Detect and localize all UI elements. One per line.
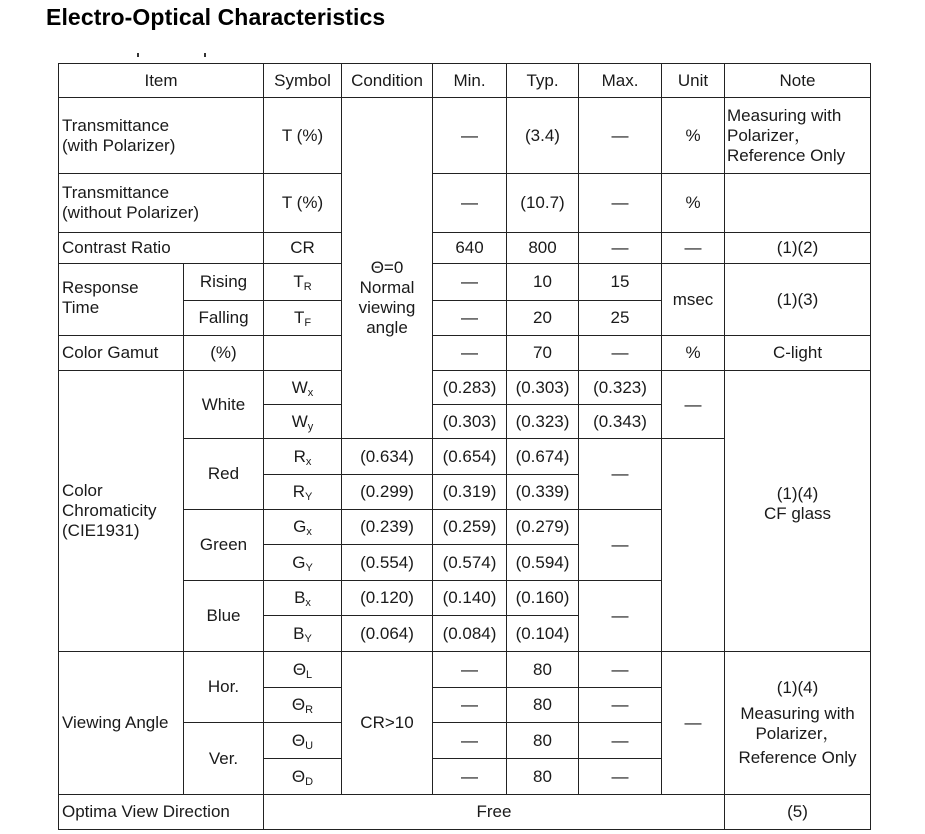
unit-cell: — bbox=[662, 233, 725, 264]
header-max: Max. bbox=[579, 64, 662, 98]
symbol-base: Θ bbox=[291, 695, 306, 714]
item-cell: Optima View Direction bbox=[59, 795, 264, 830]
symbol-sub: x bbox=[305, 455, 312, 468]
min-cell: (0.120) bbox=[342, 581, 433, 616]
max-cell: (0.104) bbox=[507, 616, 579, 652]
max-cell: (0.279) bbox=[507, 510, 579, 545]
table-row bbox=[59, 795, 871, 830]
typ-cell: 10 bbox=[507, 264, 579, 301]
symbol-base: G bbox=[292, 552, 306, 572]
symbol-base: W bbox=[291, 411, 308, 431]
unit-cell: — bbox=[579, 510, 662, 581]
typ-cell: (0.654) bbox=[433, 439, 507, 475]
note-line: CF glass bbox=[763, 504, 832, 523]
symbol-cell bbox=[264, 581, 342, 616]
symbol-sub: Y bbox=[305, 561, 313, 574]
note-line: Reference Only bbox=[738, 748, 857, 767]
min-cell: — bbox=[433, 723, 507, 759]
header-typ: Typ. bbox=[507, 64, 579, 98]
unit-cell: % bbox=[662, 174, 725, 233]
color-group-red: Red bbox=[184, 439, 264, 510]
typ-cell: 70 bbox=[507, 336, 579, 371]
condition-line: Θ=0 bbox=[370, 258, 404, 277]
max-cell: — bbox=[579, 98, 662, 174]
note-line: Polarizer， bbox=[755, 724, 840, 743]
min-cell: (0.554) bbox=[342, 545, 433, 581]
typ-cell: 80 bbox=[507, 723, 579, 759]
header-unit: Unit bbox=[662, 64, 725, 98]
table-row bbox=[59, 336, 871, 371]
item-sublabel: Time bbox=[62, 298, 100, 317]
typ-cell: 80 bbox=[507, 688, 579, 723]
min-cell: — bbox=[433, 652, 507, 688]
unit-cell: — bbox=[662, 371, 725, 439]
color-group-white: White bbox=[184, 371, 264, 439]
max-cell: (0.323) bbox=[579, 371, 662, 405]
note-cell bbox=[725, 98, 871, 174]
symbol-base: R bbox=[293, 446, 306, 466]
min-cell: 640 bbox=[433, 233, 507, 264]
unit-cell: msec bbox=[662, 264, 725, 336]
table-row bbox=[59, 98, 871, 174]
typ-cell: (0.319) bbox=[433, 475, 507, 510]
table-row bbox=[59, 233, 871, 264]
typ-cell: (0.303) bbox=[507, 371, 579, 405]
max-cell: — bbox=[579, 688, 662, 723]
note-cell bbox=[725, 371, 871, 652]
electro-optical-table bbox=[58, 63, 871, 830]
symbol-cell bbox=[264, 688, 342, 723]
symbol-cell bbox=[264, 336, 342, 371]
note-cell: C-light bbox=[725, 336, 871, 371]
condition-line: angle bbox=[366, 318, 408, 337]
note-line: Polarizer， bbox=[727, 125, 812, 145]
min-cell: (0.239) bbox=[342, 510, 433, 545]
min-cell: — bbox=[433, 174, 507, 233]
typ-cell: 80 bbox=[507, 759, 579, 795]
typ-cell: (0.259) bbox=[433, 510, 507, 545]
typ-cell: (10.7) bbox=[507, 174, 579, 233]
symbol-sub: y bbox=[307, 420, 314, 433]
header-row bbox=[59, 64, 871, 98]
symbol-cell: T (%) bbox=[264, 98, 342, 174]
note-cell bbox=[725, 174, 871, 233]
note-line: Reference Only bbox=[727, 145, 846, 165]
condition-normal bbox=[342, 98, 433, 439]
symbol-sub: L bbox=[306, 668, 313, 681]
unit-cell: — bbox=[579, 439, 662, 510]
item-label: Transmittance bbox=[62, 115, 170, 135]
min-cell: — bbox=[433, 301, 507, 336]
typ-cell: 800 bbox=[507, 233, 579, 264]
typ-cell: (0.574) bbox=[433, 545, 507, 581]
symbol-cell bbox=[264, 510, 342, 545]
max-cell: 15 bbox=[579, 264, 662, 301]
table-row bbox=[59, 174, 871, 233]
min-cell: — bbox=[433, 759, 507, 795]
symbol-base: W bbox=[291, 377, 308, 397]
max-cell: — bbox=[579, 652, 662, 688]
max-cell: — bbox=[579, 336, 662, 371]
typ-cell: (0.084) bbox=[433, 616, 507, 652]
unit-cell: — bbox=[662, 652, 725, 795]
symbol-base: Θ bbox=[292, 659, 307, 679]
typ-cell: (0.140) bbox=[433, 581, 507, 616]
symbol-cell bbox=[264, 652, 342, 688]
symbol-sub: x bbox=[307, 386, 314, 399]
color-group-green: Green bbox=[184, 510, 264, 581]
symbol-base: Θ bbox=[291, 730, 306, 750]
sub-item-hor: Hor. bbox=[184, 652, 264, 723]
typ-cell: 20 bbox=[507, 301, 579, 336]
note-line: Measuring with bbox=[727, 105, 842, 125]
item-cell bbox=[59, 371, 184, 652]
color-group-blue: Blue bbox=[184, 581, 264, 652]
symbol-sub: R bbox=[305, 704, 314, 716]
sub-item-cell: (%) bbox=[184, 336, 264, 371]
item-label: Transmittance bbox=[62, 183, 170, 202]
max-cell: — bbox=[579, 174, 662, 233]
typ-cell: (3.4) bbox=[507, 98, 579, 174]
unit-cell: % bbox=[662, 336, 725, 371]
header-symbol: Symbol bbox=[264, 64, 342, 98]
note-cell: (1)(2) bbox=[725, 233, 871, 264]
header-note: Note bbox=[725, 64, 871, 98]
typ-cell: (0.323) bbox=[507, 405, 579, 439]
note-line: (1)(4) bbox=[776, 678, 819, 697]
header-condition: Condition bbox=[342, 64, 433, 98]
condition-line: viewing bbox=[358, 298, 416, 317]
symbol-base: G bbox=[293, 517, 307, 536]
note-cell bbox=[725, 652, 871, 795]
symbol-sub: D bbox=[305, 775, 314, 788]
item-cell bbox=[59, 264, 184, 336]
max-cell: (0.594) bbox=[507, 545, 579, 581]
item-label: Color bbox=[62, 481, 103, 500]
max-cell: — bbox=[579, 233, 662, 264]
sub-item-cell: Rising bbox=[184, 264, 264, 301]
min-cell: (0.283) bbox=[433, 371, 507, 405]
decorative-tick bbox=[204, 53, 206, 57]
max-cell: (0.343) bbox=[579, 405, 662, 439]
decorative-tick bbox=[137, 53, 139, 57]
item-cell: Viewing Angle bbox=[59, 652, 184, 795]
value-cell: Free bbox=[264, 795, 725, 830]
item-cell: Color Gamut bbox=[59, 336, 184, 371]
symbol-base: B bbox=[294, 588, 306, 607]
item-label: Response bbox=[62, 278, 139, 297]
symbol-sub: x bbox=[306, 526, 312, 538]
note-line: (1)(4) bbox=[776, 484, 819, 503]
note-cell: (5) bbox=[725, 795, 871, 830]
symbol-sub: x bbox=[305, 597, 311, 609]
max-cell: 25 bbox=[579, 301, 662, 336]
symbol-sub: F bbox=[304, 317, 312, 329]
symbol-base: R bbox=[292, 482, 305, 501]
symbol-cell: T (%) bbox=[264, 174, 342, 233]
header-min: Min. bbox=[433, 64, 507, 98]
table-row bbox=[59, 371, 871, 405]
condition-line: Normal bbox=[359, 278, 415, 297]
unit-cell: % bbox=[662, 98, 725, 174]
note-cell: (1)(3) bbox=[725, 264, 871, 336]
symbol-cell bbox=[264, 371, 342, 405]
symbol-cell bbox=[264, 439, 342, 475]
min-cell: (0.303) bbox=[433, 405, 507, 439]
symbol-cell bbox=[264, 759, 342, 795]
max-cell: (0.160) bbox=[507, 581, 579, 616]
symbol-cell bbox=[264, 301, 342, 336]
symbol-base: Θ bbox=[291, 766, 306, 786]
max-cell: (0.674) bbox=[507, 439, 579, 475]
max-cell: — bbox=[579, 759, 662, 795]
min-cell: (0.064) bbox=[342, 616, 433, 652]
header-item: Item bbox=[59, 64, 264, 98]
sub-item-cell: Falling bbox=[184, 301, 264, 336]
item-cell bbox=[59, 174, 264, 233]
symbol-base: B bbox=[293, 623, 305, 643]
item-cell: Contrast Ratio bbox=[59, 233, 264, 264]
min-cell: — bbox=[433, 688, 507, 723]
item-sublabel: (without Polarizer) bbox=[62, 203, 199, 222]
table-row bbox=[59, 652, 871, 688]
max-cell: (0.339) bbox=[507, 475, 579, 510]
symbol-cell bbox=[264, 616, 342, 652]
typ-cell: 80 bbox=[507, 652, 579, 688]
table-row bbox=[59, 264, 871, 301]
unit-cell: — bbox=[579, 581, 662, 652]
sub-item-ver: Ver. bbox=[184, 723, 264, 795]
symbol-cell: CR bbox=[264, 233, 342, 264]
symbol-cell bbox=[264, 545, 342, 581]
item-label: Chromaticity bbox=[62, 501, 157, 520]
item-sublabel: (CIE1931) bbox=[62, 521, 140, 540]
min-cell: — bbox=[433, 264, 507, 301]
item-sublabel: (with Polarizer) bbox=[62, 135, 176, 155]
max-cell: — bbox=[579, 723, 662, 759]
min-cell: (0.299) bbox=[342, 475, 433, 510]
symbol-cell bbox=[264, 723, 342, 759]
symbol-cell bbox=[264, 475, 342, 510]
symbol-sub: Y bbox=[304, 491, 313, 503]
min-cell: — bbox=[433, 336, 507, 371]
note-line: Measuring with bbox=[740, 704, 855, 723]
condition-viewing: CR>10 bbox=[342, 652, 433, 795]
symbol-sub: Y bbox=[304, 632, 312, 645]
symbol-sub: U bbox=[305, 739, 314, 752]
min-cell: (0.634) bbox=[342, 439, 433, 475]
symbol-cell bbox=[264, 264, 342, 301]
symbol-base: T bbox=[293, 272, 304, 291]
symbol-cell bbox=[264, 405, 342, 439]
symbol-base: T bbox=[293, 308, 305, 327]
min-cell: — bbox=[433, 98, 507, 174]
symbol-sub: R bbox=[303, 281, 312, 293]
item-cell bbox=[59, 98, 264, 174]
page-title: Electro-Optical Characteristics bbox=[46, 4, 386, 30]
